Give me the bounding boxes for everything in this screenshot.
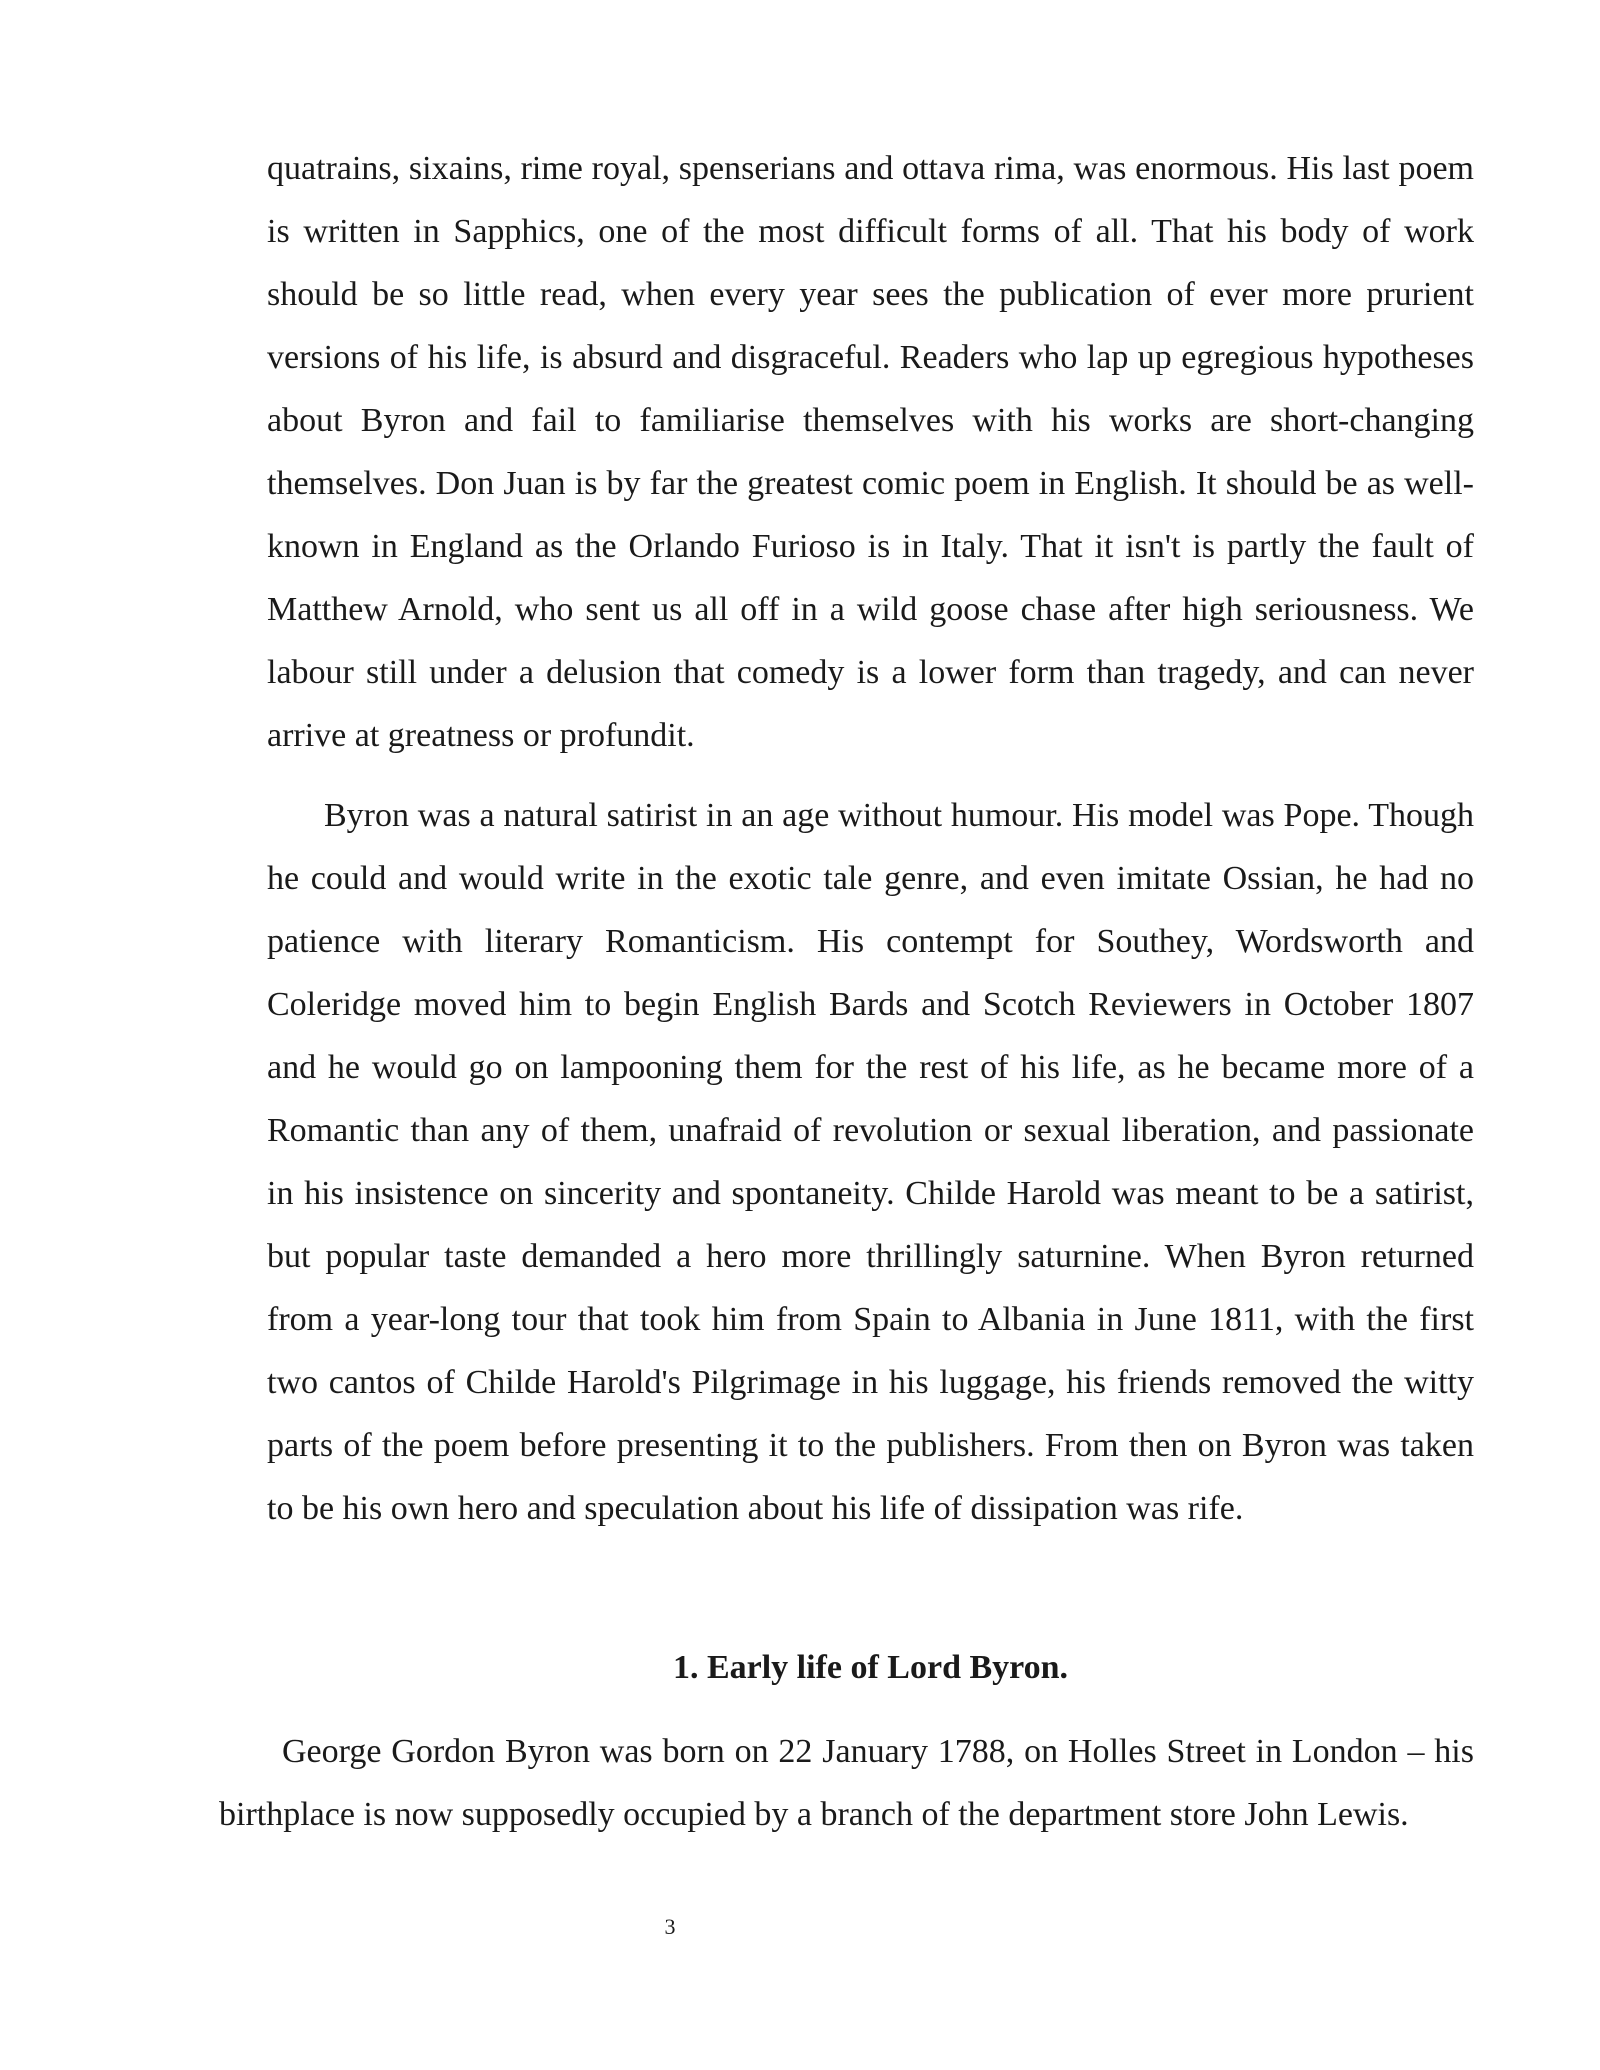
page-number: 3 — [664, 1914, 676, 1939]
body-paragraph-3: George Gordon Byron was born on 22 January 1788, on Holles Street in London – his birthplace is now supposedly occupied by a branch of the department store John Lewis. — [219, 1733, 1474, 1833]
body-paragraph-2: Byron was a natural satirist in an age without humour. His model was Pope. Though he could and would write in the exotic tale genre, and even imitate Ossian, he had no patience with literary Romanticism. His contempt for Southey, Wordsworth and Coleridge moved him to begin English Bards and Scotch Reviewers in October 1807 and he would go on lampooning them for the rest of his life, as he became more of a Romantic than any of them, unafraid of revolution or sexual liberation, and passionate in his insistence on sincerity and spontaneity. Childe Harold was meant to be a satirist, but popular taste demanded a hero more thrillingly saturnine. When Byron returned from a year-long tour that took him from Spain to Albania in June 1811, with the first two cantos of Childe Harold's Pilgrimage in his luggage, his friends removed the witty parts of the poem before presenting it to the publishers. From then on Byron was taken to be his own hero and speculation about his life of dissipation was rife. — [267, 797, 1474, 1527]
section-heading: 1. Early life of Lord Byron. — [672, 1649, 1069, 1686]
body-paragraph-1: quatrains, sixains, rime royal, spenserians and ottava rima, was enormous. His last poem is written in Sapphics, one of the most difficult forms of all. That his body of work should be so little read, when every year sees the publication of ever more prurient versions of his life, is absurd and disgraceful. Readers who lap up egregious hypotheses about Byron and fail to familiarise themselves with his works are short-changing themselves. Don Juan is by far the greatest comic poem in English. It should be as well-known in England as the Orlando Furioso is in Italy. That it isn't is partly the fault of Matthew Arnold, who sent us all off in a wild goose chase after high seriousness. We labour still under a delusion that comedy is a lower form than tragedy, and can never arrive at greatness or profundit. — [267, 150, 1474, 754]
